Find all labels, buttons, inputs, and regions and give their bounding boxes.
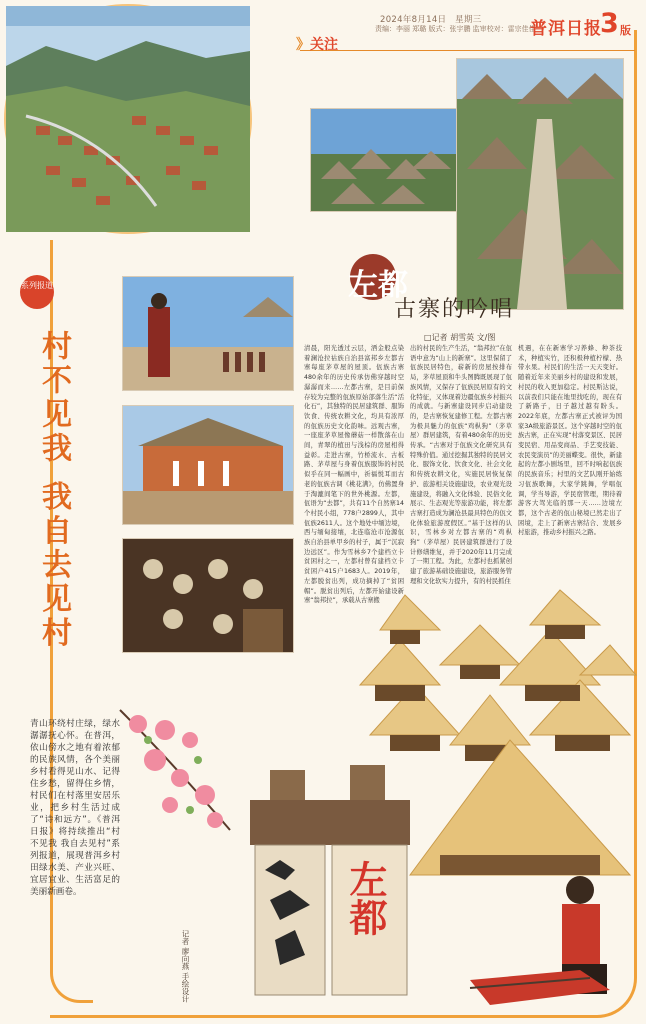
peach-blossom-illustration bbox=[110, 700, 240, 840]
header-staff: 责编：李丽 郑璐 版式：张宇鹏 监审校对：雷宗佳佳 bbox=[375, 25, 536, 33]
dancer-photo bbox=[122, 276, 294, 391]
stone-monument-illustration bbox=[240, 760, 415, 1010]
cattle-skull-photo bbox=[122, 538, 294, 653]
aerial-village-photo bbox=[4, 4, 252, 234]
article-title: 左都 bbox=[348, 268, 408, 303]
stage-performance-photo bbox=[122, 405, 294, 525]
page-number: 3 bbox=[600, 8, 619, 39]
monument-text: 左都 bbox=[343, 860, 388, 936]
series-badge: 系列报道 bbox=[20, 275, 54, 309]
newspaper-brand: 普洱日报 bbox=[530, 19, 602, 39]
header-date: 2024年8月14日 星期三 bbox=[380, 15, 482, 25]
hut-village-photo-1 bbox=[310, 108, 457, 212]
illustration-credit: 记者 廖向燕 手绘设计 bbox=[181, 930, 190, 1003]
page-label: 版 bbox=[620, 24, 631, 37]
article-column-3: 机遇，在在新寨学习养蜂、种茶技术，种植实竹，还积极种植柠檬、热带水果。村民们的生活一天天变好。随着近年来美丽乡村的建设和发展，村民的收入更加稳定。村民斯达说，以前我们只能在地里找吃的，现在有了新路子，日子越过越有盼头。2022年底，左都古寨正式被评为国家3A级旅游景区。这个穿越时空的佤族古寨，正在实现“村落变景区、民居变民宿、用品变商品、手艺变技能、农民变演员”的美丽蝶变。很快，新建起的左都小剧场里，回不时响起佤族的民族音乐；村里的文艺队刚开始练习佤族歌舞，大家学跳舞，学唱佤调，学当导游，学民宿管理，期待着游客大驾光临的那一天……边境左都，这个古老的佤山秘境已然走出了困境，走上了新寨古寨结合、发展乡村旅游，推动乡村振兴之路。 bbox=[518, 345, 623, 537]
article-column-1: 清晨，阳光透过云层，洒金般点染着澜沧拉祜族自治县富邦乡左都古寨每座茅草屋的屋顶。佤族古寨480余年的历史传承仿佛穿越时空潺潺而来……左都古寨，是目前保存较为完整的佤族原始部落生活“活化石”，其独特的民居建筑群、服饰饮食、传统农耕文化，均具有浓厚的佤族历史文化韵味。远观古寨，一座座茅草屋像蘑菇一样散落在山间，青翠的植田与浅棕的房屋相得益彰。走进古寨，竹桥流水、古板路、茅草屋与身着佤族服饰的村民似乎在同一幅画中，祈福悦耳而古老的佤族古调《桃花满》，仿佛置身于淘漉间笔下的世外桃源。左都，佤语为“去都”，共有11个自然寨14个村民小组，778户2899人，其中佤族2611人。这个地处中缅边境，西与缅甸接壤，北连临沧市沧源佤族自治县单甲乡的村子，属于“沉寂边远区”。作为雪林乡7个建档立卡贫困村之一，左都村曾有建档立卡贫困户415户1683人。2019年，左都脱贫出列，成功摘掉了“贫困帽”。脱贫出列后，左都开始建设新寨“翁邦拉”，承载从古寨搬 bbox=[304, 345, 404, 605]
section-tag: 》关注 bbox=[296, 37, 338, 53]
byline: □记者 胡雪英 文/图 bbox=[424, 333, 496, 342]
series-intro: 青山环绕村庄绿，绿水潺潺抚心怀。在普洱，依山傍水之地有着浓郁的民族风情，各个美丽乡村看得见山水、记得住乡愁，留得住乡情，村民们在村落里安居乐业，把乡村生活过成了“诗和远方”。《普洱日报》将持续推出“村不见我 我自去见村”系列报道，展现普洱乡村田绿水美、产业兴旺、宜居宜业、生活富足的美丽新画卷。 bbox=[30, 719, 120, 897]
section-label: 关注 bbox=[310, 37, 338, 53]
hut-village-photo-2 bbox=[456, 58, 624, 310]
weaver-illustration bbox=[470, 870, 636, 1010]
series-title: 村不见我 我自去见村 bbox=[36, 330, 71, 651]
article-column-2: 出的村民的生产生活，“翁邦拉”在佤语中意为“山上的新寨”。这里保留了佤族民居特色，崭新的房屋按排布局，茅草屋顶和牛头图腾既展现了佤族风情，又保存了佤族民居原有的文化特征，又体现着边疆佤族乡村振兴的成就。与新寨建设同步启动建设的，是古寨恢复建修工程。左都古寨为极具魅力的佤族“鸡枞狗”（茅草屋）群居建筑，有着480余年的历史传承。“古寨对于佤族文化研究具有特殊价值。通过挖掘其独特的民居文化、服饰文化、饮食文化、社会文化和传统农耕文化，实施民居恢复保护、旅游相关设施建设，农业观光设施建设，将融入文化体验、民俗文化展示、生态观光等旅游功能，将左都古寨打造成为澜沧县最具特色的佤文化体验旅游度假区。”基于这样的认识，雪林乡对左都古寨的“鸡枞狗”（茅草屋）民居建筑群进行了设计修缮维复，并于2020年11月完成了一期工程。为此，左都村也抓紧创建了旅游基础设施建设，旅游服务管理和文化软实力提升，有的村民抓住 bbox=[410, 345, 512, 585]
article-subtitle: 古寨的吟唱 bbox=[394, 297, 515, 322]
